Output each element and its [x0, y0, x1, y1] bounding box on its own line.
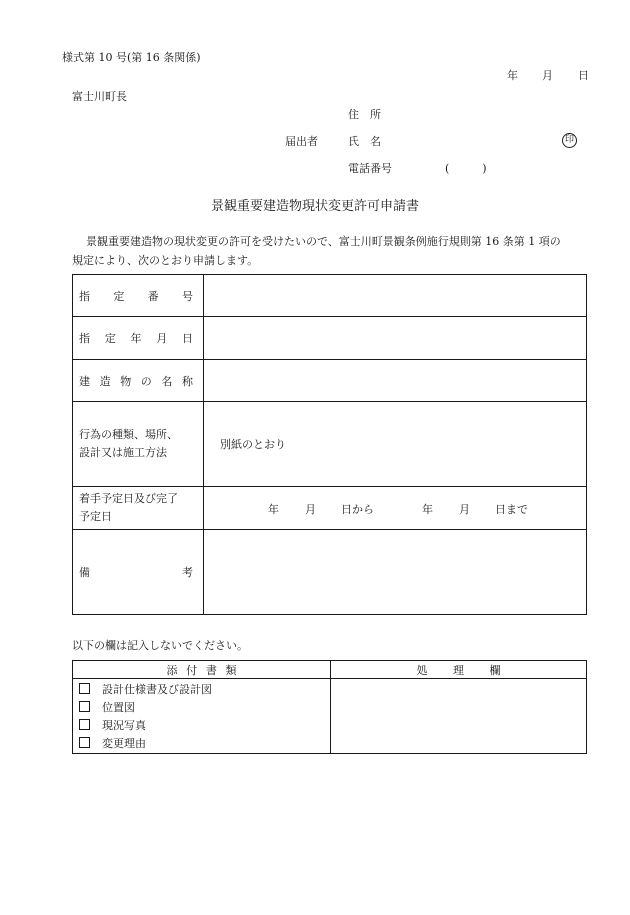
- period-year-1: 年: [268, 503, 279, 516]
- processing-header: 処 理 欄: [331, 661, 587, 679]
- checkbox[interactable]: [79, 737, 90, 748]
- period-day-from: 日から: [341, 503, 374, 516]
- attachment-item: 現況写真: [79, 717, 330, 735]
- designation-number-field[interactable]: [204, 275, 587, 317]
- designation-number-label: 指 定 番 号: [73, 275, 204, 317]
- designation-date-label: 指 定 年 月 日: [73, 317, 204, 360]
- attachment-item: 変更理由: [79, 735, 330, 753]
- period-field[interactable]: [204, 487, 587, 530]
- phone-label: 電話番号: [348, 162, 392, 175]
- intro-line-2: 規定により、次のとおり申請します。: [72, 254, 259, 267]
- date-year-label: 年: [507, 69, 518, 82]
- address-label: 住 所: [348, 108, 381, 121]
- application-form-table: [72, 274, 587, 615]
- applicant-label: 届出者: [285, 135, 318, 148]
- row-designation-number: [73, 275, 587, 317]
- remarks-field[interactable]: [204, 530, 587, 615]
- office-use-note: 以下の欄は記入しないでください。: [72, 639, 248, 652]
- office-use-header-row: [73, 661, 587, 679]
- checkbox[interactable]: [79, 683, 90, 694]
- document-title: 景観重要建造物現状変更許可申請書: [210, 199, 419, 214]
- act-details-label: 行為の種類、場所、 設計又は施工方法: [73, 402, 204, 487]
- checkbox[interactable]: [79, 701, 90, 712]
- form-number: 様式第 10 号(第 16 条関係): [62, 51, 201, 64]
- addressee: 富士川町長: [72, 90, 127, 103]
- row-designation-date: [73, 317, 587, 360]
- office-use-body-row: [73, 679, 587, 754]
- date-month-label: 月: [542, 69, 553, 82]
- attachments-header: 添 付 書 類: [73, 661, 331, 679]
- processing-field: [331, 679, 587, 754]
- remarks-label: 備 考: [73, 530, 204, 615]
- name-label: 氏 名: [348, 135, 381, 148]
- row-act-details: [73, 402, 587, 487]
- row-period: [73, 487, 587, 530]
- act-details-field[interactable]: 別紙のとおり: [204, 402, 587, 487]
- checkbox[interactable]: [79, 719, 90, 730]
- date-day-label: 日: [578, 69, 589, 82]
- intro-line-1: 景観重要建造物の現状変更の許可を受けたいので、富士川町景観条例施行規則第 16 条第 1 項の: [86, 235, 561, 248]
- phone-parentheses: ( ): [445, 162, 487, 175]
- row-remarks: [73, 530, 587, 615]
- seal-mark: 印: [562, 133, 577, 148]
- building-name-label: 建 造 物 の 名 称: [73, 360, 204, 402]
- attachments-list: [73, 679, 331, 754]
- period-label: 着手予定日及び完了 予定日: [73, 487, 204, 530]
- period-day-to: 日まで: [495, 503, 528, 516]
- building-name-field[interactable]: [204, 360, 587, 402]
- attachment-item: 設計仕様書及び設計図: [79, 681, 330, 699]
- attachment-item: 位置図: [79, 699, 330, 717]
- designation-date-field[interactable]: [204, 317, 587, 360]
- period-month-1: 月: [305, 503, 316, 516]
- period-month-2: 月: [459, 503, 470, 516]
- row-building-name: [73, 360, 587, 402]
- period-year-2: 年: [422, 503, 433, 516]
- office-use-table: [72, 660, 587, 754]
